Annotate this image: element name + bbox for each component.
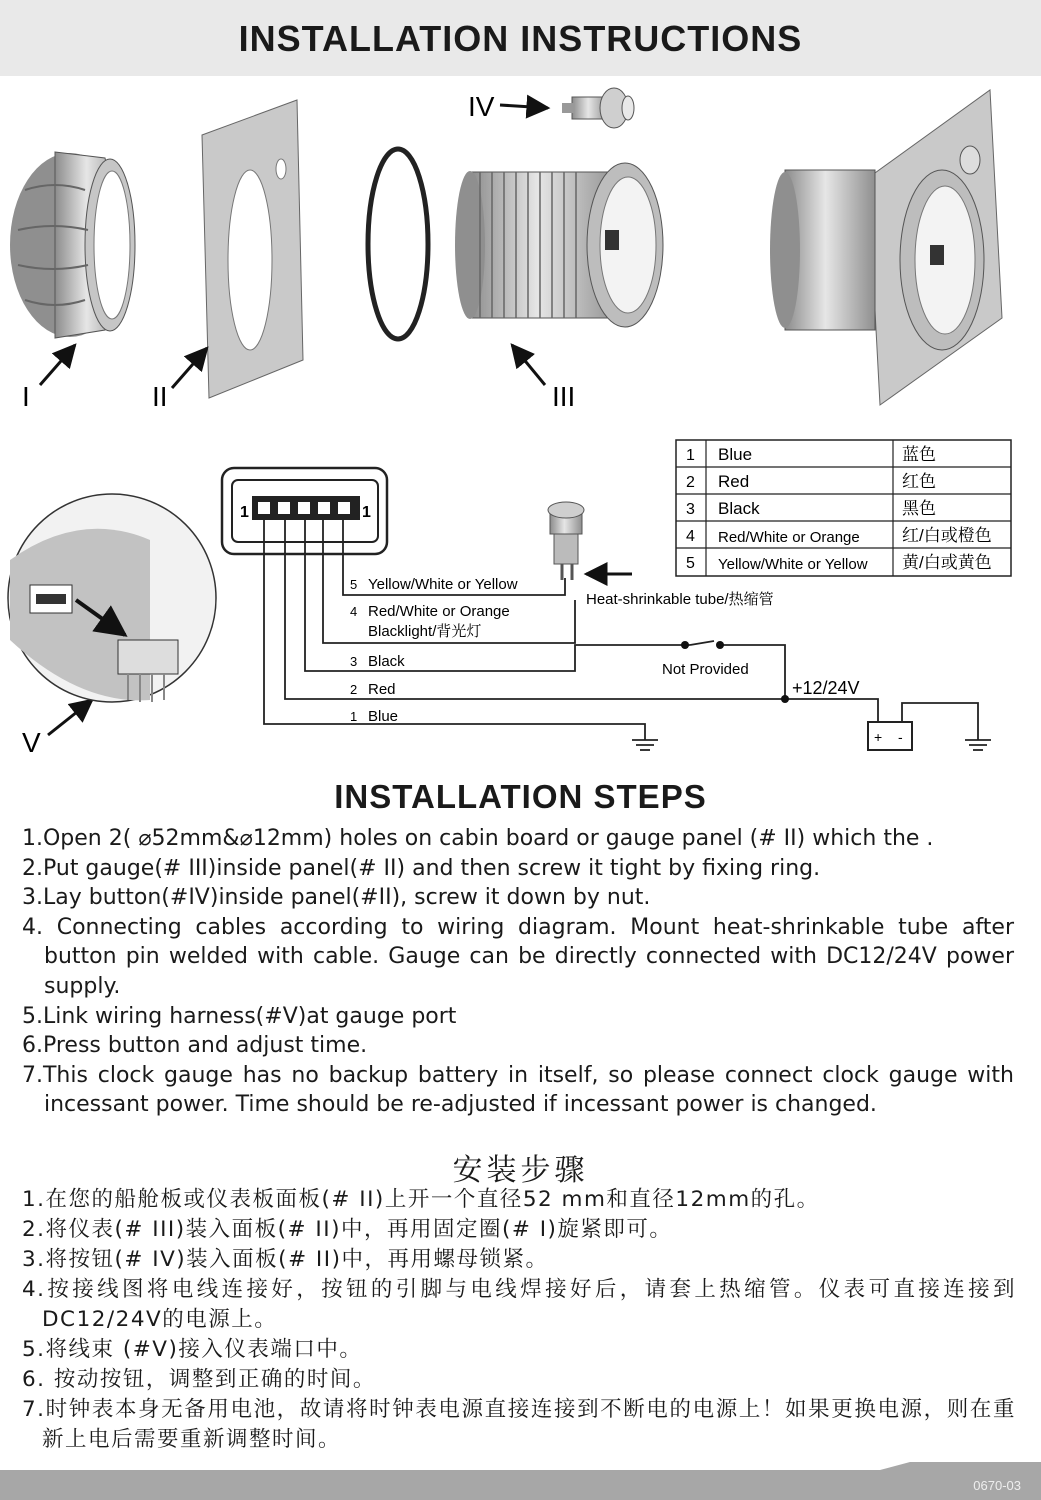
fixing-ring-part — [10, 152, 135, 338]
part-label-v: V — [22, 727, 41, 758]
ground-symbols — [632, 740, 991, 750]
cn-steps-list — [22, 1185, 1016, 1455]
list-item: 3.将按钮(# IV)装入面板(# II)中，再用螺母锁紧。 — [22, 1247, 549, 1272]
wire5-label: Yellow/White or Yellow — [368, 576, 518, 593]
wire4-label: Red/White or Orange — [368, 603, 510, 620]
table-num: 4 — [686, 528, 695, 545]
installation-diagram — [0, 76, 1041, 776]
button-part — [562, 88, 634, 128]
list-item: 7.This clock gauge has no backup battery in itself, so please connect clock gauge with incessant power. Time should be re-adjusted if incessant power is changed. — [22, 1062, 1014, 1118]
wire3-label: Black — [368, 653, 405, 670]
list-item: 1.Open 2( ⌀52mm&⌀12mm) holes on cabin board or gauge panel (# II) which the . — [22, 826, 934, 851]
table-en: Red — [718, 472, 750, 491]
cn-steps-heading: 安装步骤 — [452, 1153, 589, 1188]
list-item: 6. 按动按钮，调整到正确的时间。 — [22, 1367, 376, 1392]
part-label-iii: III — [552, 381, 576, 412]
not-provided-label: Not Provided — [662, 661, 749, 678]
table-en: Blue — [718, 445, 753, 464]
table-cn: 黑色 — [902, 499, 936, 518]
document-code: 0670-03 — [973, 1478, 1021, 1493]
harness-closeup — [8, 494, 216, 702]
page-title: INSTALLATION INSTRUCTIONS — [238, 18, 803, 59]
table-cn: 红色 — [902, 472, 936, 491]
wire4-label-b: Blacklight/背光灯 — [368, 623, 482, 640]
table-num: 5 — [686, 555, 695, 572]
wire2-label: Red — [368, 681, 396, 698]
part-label-i: I — [22, 381, 30, 412]
list-item: 5.将线束 (#V)接入仪表端口中。 — [22, 1337, 363, 1362]
list-item: 7.时钟表本身无备用电池，故请将时钟表电源直接连接到不断电的电源上！如果更换电源，则在重新上电后需要重新调整时间。 — [22, 1397, 1016, 1452]
battery-plus: + — [874, 729, 883, 745]
list-item: 4.按接线图将电线连接好，按钮的引脚与电线焊接好后，请套上热缩管。仪表可直接连接到DC12/24V的电源上。 — [22, 1277, 1016, 1332]
wire1-label: Blue — [368, 708, 399, 725]
connector-pin-left: 1 — [240, 504, 249, 521]
power-label: +12/24V — [792, 678, 860, 698]
panel-part — [202, 100, 303, 398]
table-num: 1 — [686, 447, 695, 464]
list-item: 6.Press button and adjust time. — [22, 1033, 368, 1059]
assembled-gauge — [770, 90, 1002, 405]
table-en: Red/White or Orange — [718, 529, 860, 546]
steps-heading: INSTALLATION STEPS — [334, 778, 707, 815]
tube-label: Heat-shrinkable tube/热缩管 — [586, 591, 774, 608]
list-item: 5.Link wiring harness(#V)at gauge port — [22, 1003, 457, 1029]
header-bar — [0, 0, 1041, 76]
table-cn: 黄/白或黄色 — [902, 553, 992, 572]
list-item: 2.将仪表(# III)装入面板(# II)中，再用固定圈(# I)旋紧即可。 — [22, 1217, 673, 1242]
table-cn: 红/白或橙色 — [902, 526, 992, 545]
list-item: 1.在您的船舱板或仪表板面板(# II)上开一个直径52 mm和直径12mm的孔。 — [22, 1187, 820, 1212]
push-button-icon — [548, 502, 632, 580]
table-en: Yellow/White or Yellow — [718, 556, 868, 573]
footer-bar — [0, 1462, 1041, 1500]
part-label-ii: II — [152, 381, 168, 412]
o-ring-part — [368, 149, 428, 339]
wire3-num: 3 — [350, 654, 358, 669]
table-cn: 蓝色 — [902, 445, 936, 464]
battery-minus: - — [898, 729, 903, 745]
steps-list — [22, 824, 1014, 1120]
part-label-iv: IV — [468, 91, 495, 122]
connector-pin-right: 1 — [362, 504, 371, 521]
list-item: 2.Put gauge(# III)inside panel(# II) and then screw it tight by fixing ring. — [22, 855, 821, 881]
gauge-part — [455, 163, 663, 327]
wire1-num: 1 — [350, 709, 358, 724]
list-item: 4. Connecting cables according to wiring diagram. Mount heat-shrinkable tube after button pin welded with cable. Gauge can be directly connected with DC12/24V power supply. — [22, 914, 1014, 999]
table-num: 2 — [686, 474, 695, 491]
wire2-num: 2 — [350, 682, 358, 697]
list-item: 3.Lay button(#IV)inside panel(#II), screw it down by nut. — [22, 885, 651, 911]
table-num: 3 — [686, 501, 695, 518]
wire5-num: 5 — [350, 577, 358, 592]
wire4-num: 4 — [350, 604, 358, 619]
table-en: Black — [718, 499, 760, 518]
